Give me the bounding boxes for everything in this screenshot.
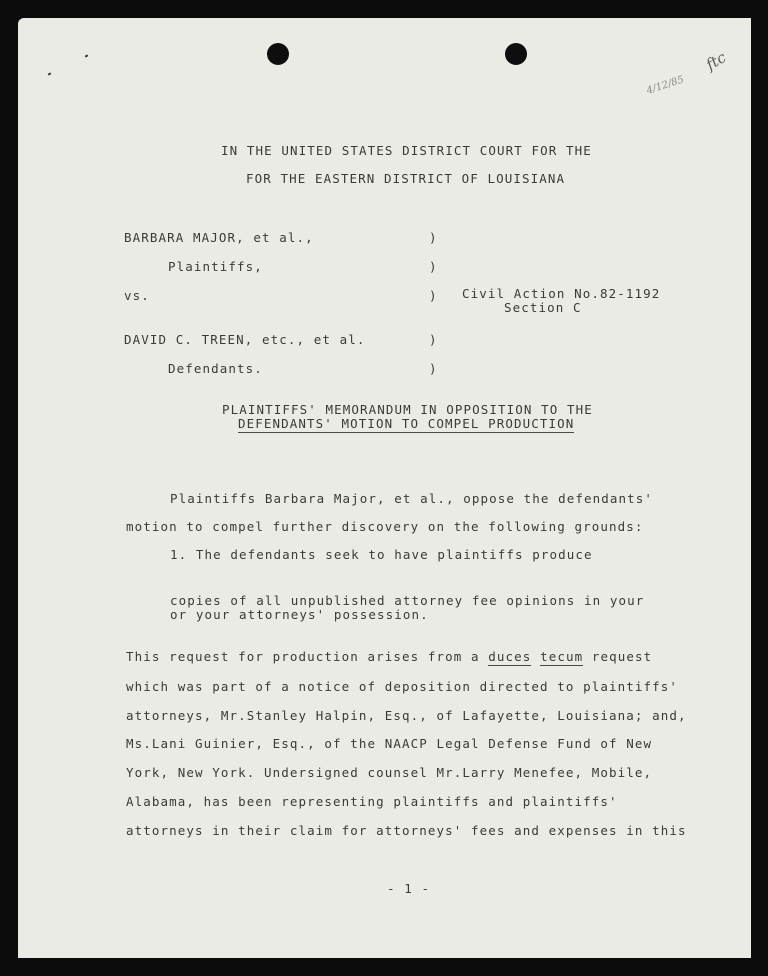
case-section: Section C — [504, 300, 582, 315]
para-line1 — [126, 651, 652, 664]
court-header-line1: IN THE UNITED STATES DISTRICT COURT FOR THE — [221, 143, 592, 158]
caption-bracket: ) — [429, 230, 438, 245]
page-number: - 1 - — [387, 881, 431, 896]
caption-bracket: ) — [429, 259, 438, 274]
handwritten-initials: ftc — [702, 48, 730, 74]
plaintiff-name: BARBARA MAJOR, et al., — [124, 230, 314, 245]
para-line3: attorneys, Mr.Stanley Halpin, Esq., of Lafayette, Louisiana; and, — [126, 708, 687, 723]
court-header-line2: FOR THE EASTERN DISTRICT OF LOUISIANA — [246, 171, 566, 186]
document-page — [18, 18, 751, 958]
caption-bracket: ) — [429, 288, 438, 303]
plaintiff-role: Plaintiffs, — [168, 259, 263, 274]
space — [531, 649, 540, 664]
caption-bracket: ) — [429, 332, 438, 347]
defendant-name: DAVID C. TREEN, etc., et al. — [124, 332, 366, 347]
paper-speck — [48, 72, 52, 75]
para-line5: York, New York. Undersigned counsel Mr.Larry Menefee, Mobile, — [126, 765, 653, 780]
memo-title-line2: DEFENDANTS' MOTION TO COMPEL PRODUCTION — [238, 416, 575, 431]
tecum-term: tecum — [540, 649, 584, 664]
para-line7: attorneys in their claim for attorneys' fees and expenses in this — [126, 823, 687, 838]
item1-line1: 1. The defendants seek to have plaintiffs produce — [170, 547, 593, 562]
para-line2: which was part of a notice of deposition directed to plaintiffs' — [126, 679, 679, 694]
duces-term: duces — [488, 649, 532, 664]
paper-speck — [85, 54, 89, 57]
punch-hole-right — [505, 43, 527, 65]
quote-line2: or your attorneys' possession. — [170, 607, 429, 622]
versus-label: vs. — [124, 288, 150, 303]
memo-title-line1: PLAINTIFFS' MEMORANDUM IN OPPOSITION TO THE — [222, 402, 593, 417]
para-line4: Ms.Lani Guinier, Esq., of the NAACP Legal Defense Fund of New — [126, 736, 653, 751]
intro-line2: motion to compel further discovery on the following grounds: — [126, 519, 644, 534]
handwritten-date-note: 4/12/85 — [645, 74, 686, 97]
caption-bracket: ) — [429, 361, 438, 376]
punch-hole-left — [267, 43, 289, 65]
para-line6: Alabama, has been representing plaintiffs and plaintiffs' — [126, 794, 618, 809]
case-number: Civil Action No.82-1192 — [462, 286, 661, 301]
intro-line1: Plaintiffs Barbara Major, et al., oppose the defendants' — [170, 491, 654, 506]
defendant-role: Defendants. — [168, 361, 263, 376]
quote-line1: copies of all unpublished attorney fee opinions in your — [170, 593, 645, 608]
para-line1-start: This request for production arises from a — [126, 649, 489, 664]
para-line1-end: request — [583, 649, 653, 664]
